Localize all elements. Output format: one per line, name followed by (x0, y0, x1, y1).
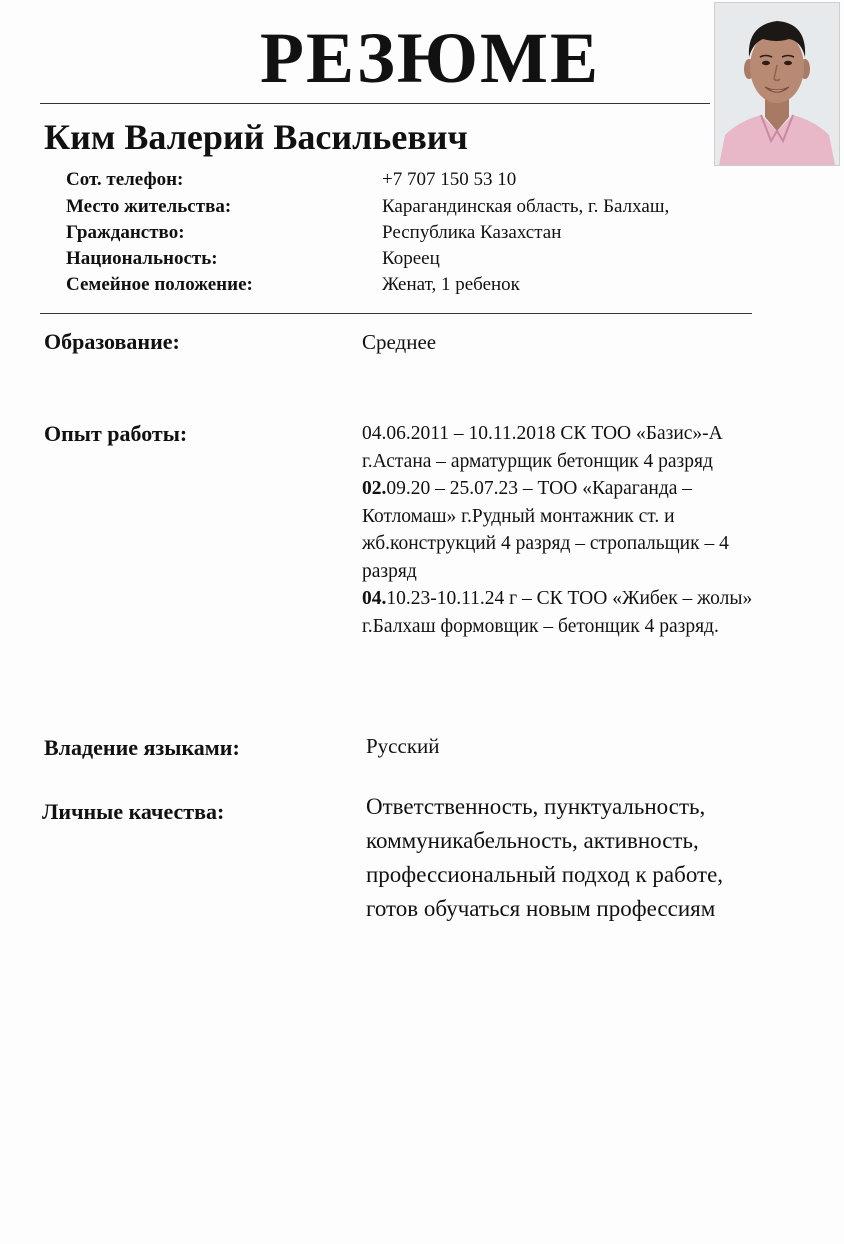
education-label: Образование: (44, 329, 180, 354)
experience-label: Опыт работы: (44, 421, 188, 446)
nationality-value: Кореец (382, 248, 440, 269)
experience-list (362, 420, 844, 640)
languages-value: Русский (366, 734, 440, 758)
info-label: Сот. телефон: (66, 169, 184, 190)
info-label: Место жительства: (66, 196, 232, 217)
experience-line: 04.10.23-10.11.24 г – СК ТОО «Жибек – жолы» (362, 588, 753, 609)
phone-value: +7 707 150 53 10 (382, 169, 517, 190)
experience-line: жб.конструкций 4 разряд – стропальщик – 4 (362, 533, 729, 554)
experience-line: 02.09.20 – 25.07.23 – ТОО «Караганда – (362, 478, 693, 499)
citizenship-value: Республика Казахстан (382, 222, 562, 243)
info-label: Национальность: (66, 248, 218, 269)
qualities-line: коммуникабельность, активность, (366, 828, 699, 853)
languages-label: Владение языками: (44, 735, 240, 760)
header-divider (40, 103, 710, 104)
qualities-label: Личные качества: (42, 799, 225, 824)
info-label: Гражданство: (66, 222, 185, 243)
residence-value: Карагандинская область, г. Балхаш, (382, 196, 670, 217)
marital-status-value: Женат, 1 ребенок (382, 274, 520, 295)
education-value: Среднее (362, 330, 437, 354)
info-label: Семейное положение: (66, 274, 253, 295)
experience-line: Котломаш» г.Рудный монтажник ст. и (362, 505, 675, 527)
experience-line: г.Астана – арматурщик бетонщик 4 разряд (362, 450, 713, 472)
qualities-line: профессиональный подход к работе, (366, 862, 724, 887)
experience-line: 04.06.2011 – 10.11.2018 СК ТОО «Базис»-А (362, 423, 723, 444)
portrait-photo (714, 2, 840, 166)
experience-line: г.Балхаш формовщик – бетонщик 4 разряд. (362, 615, 719, 637)
qualities-line: Ответственность, пунктуальность, (366, 794, 706, 819)
resume-title: РЕЗЮМЕ (260, 18, 600, 98)
qualities-list (366, 790, 723, 926)
portrait-photo-icon (715, 3, 839, 165)
full-name: Ким Валерий Васильевич (44, 117, 468, 157)
qualities-line: готов обучаться новым профессиям (366, 896, 716, 921)
experience-line: разряд (362, 560, 417, 582)
section-divider (40, 313, 752, 314)
